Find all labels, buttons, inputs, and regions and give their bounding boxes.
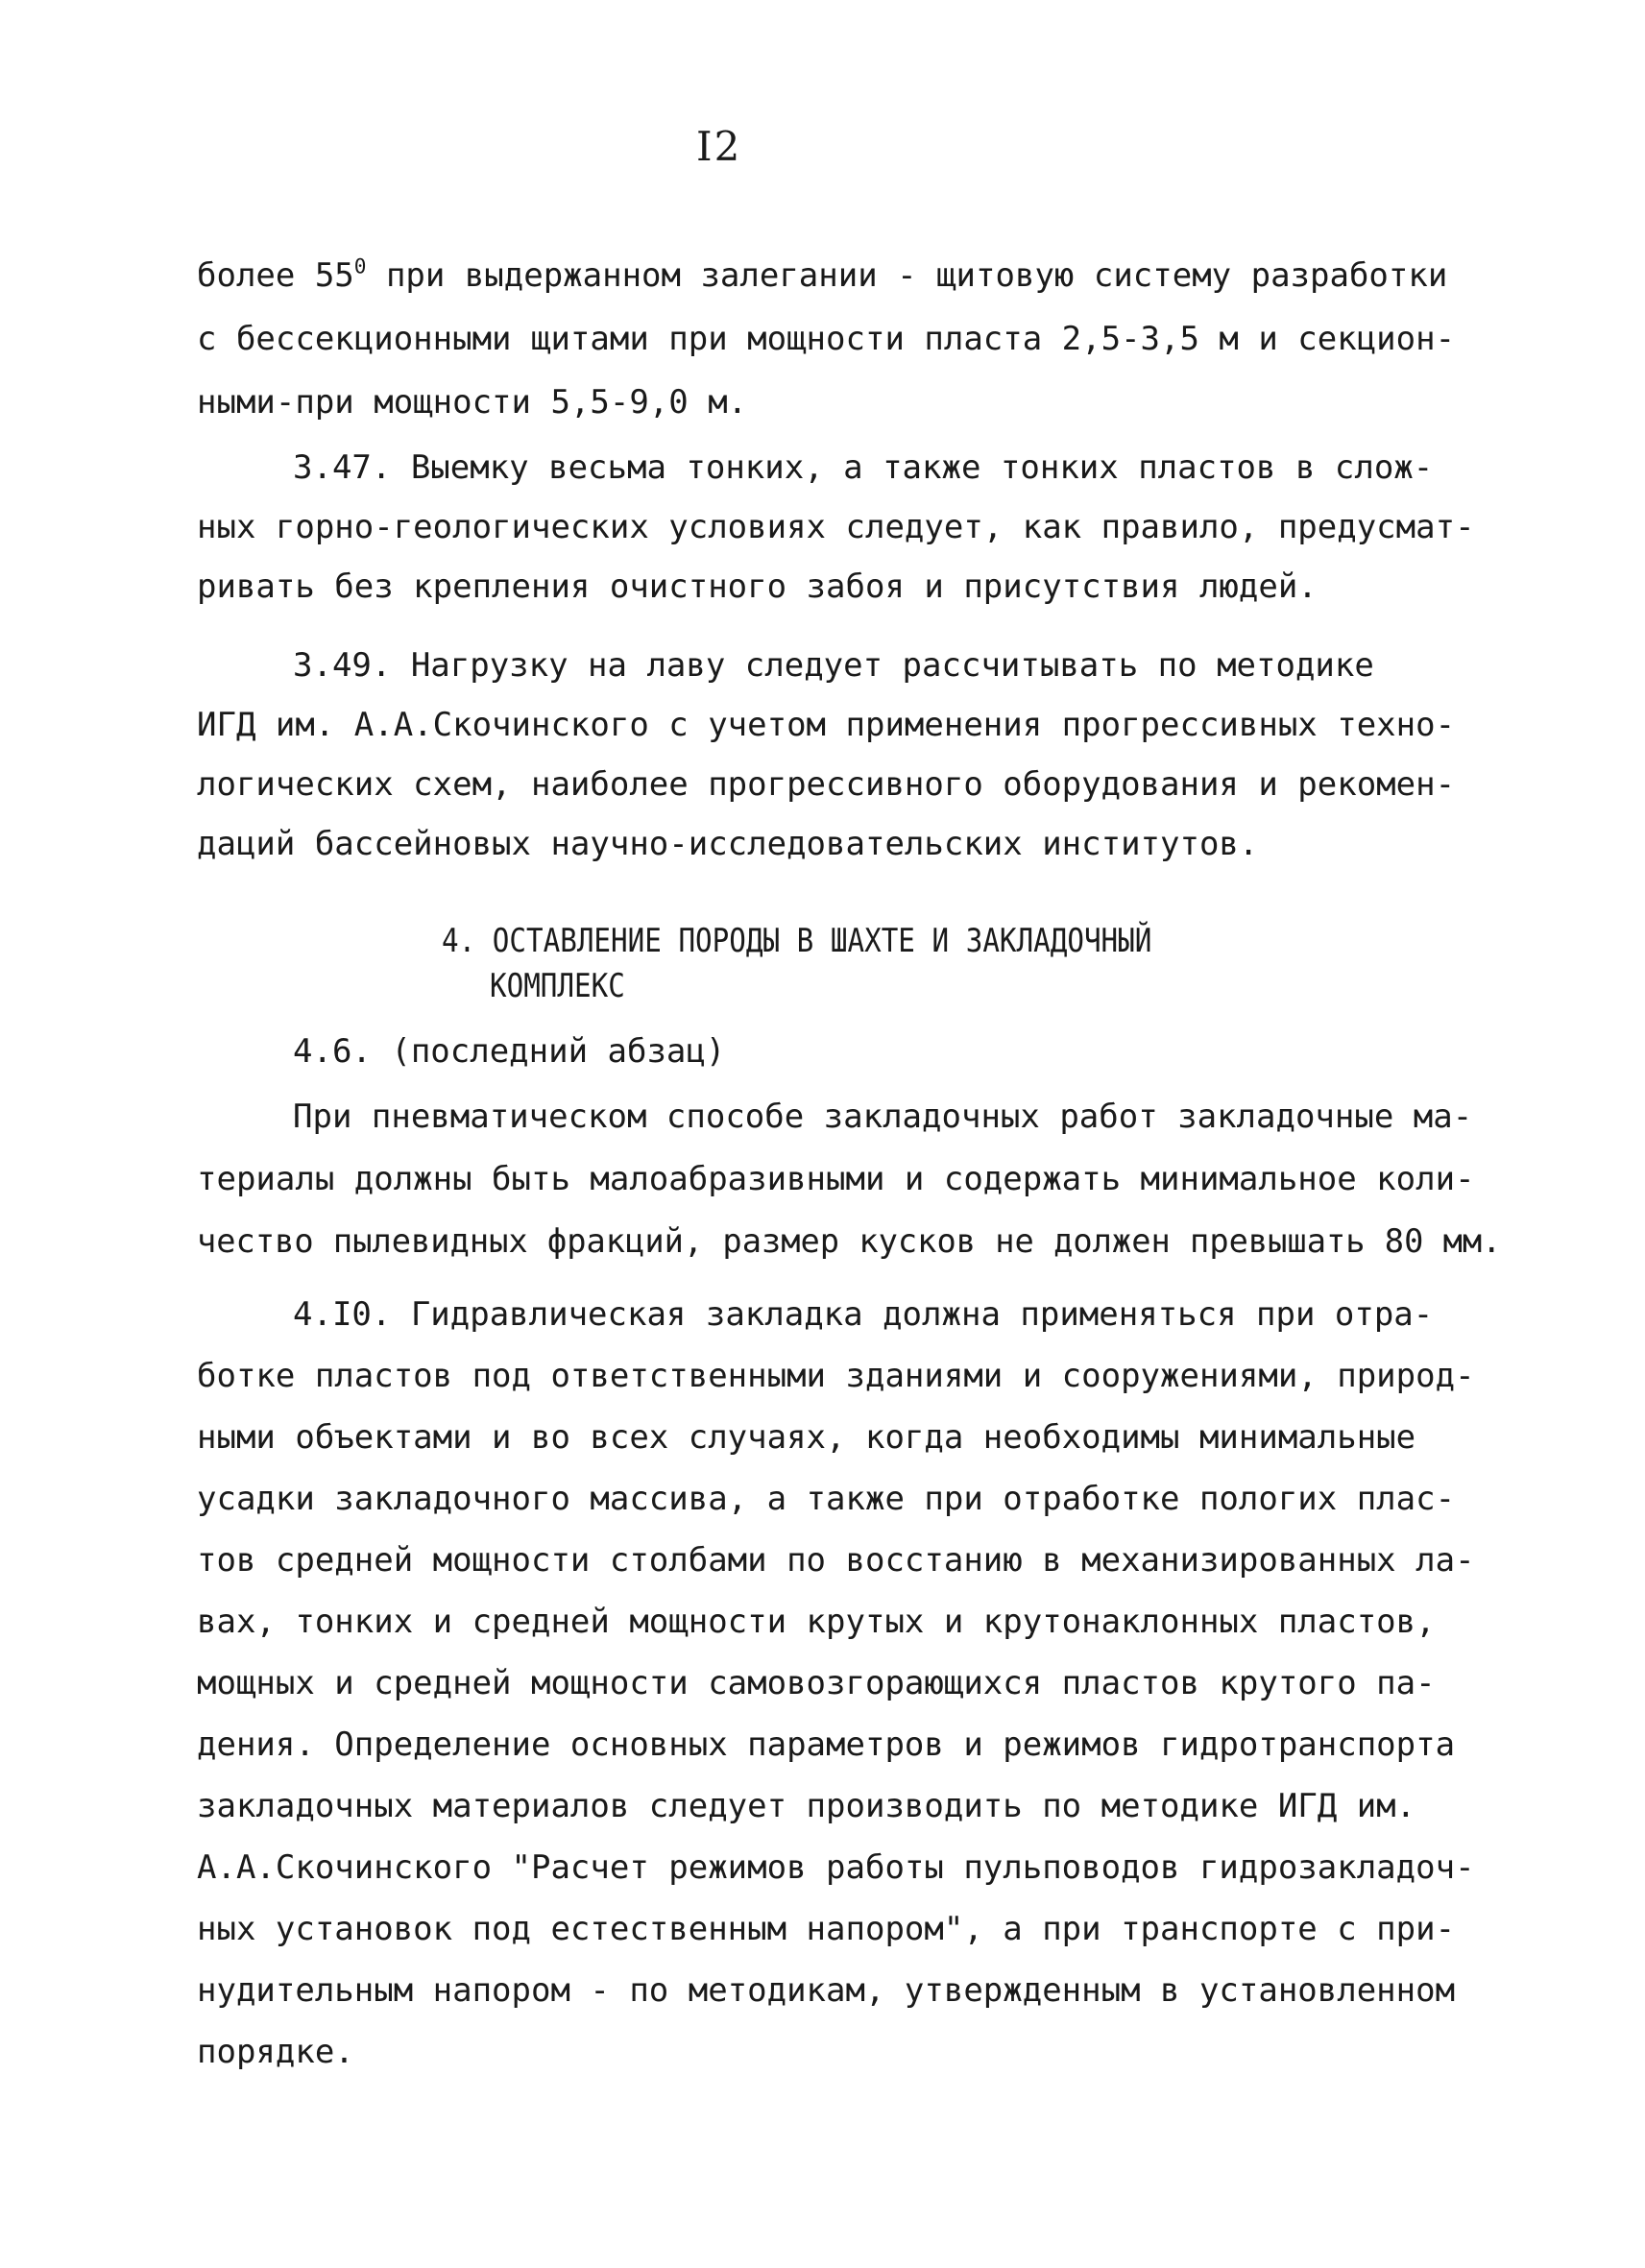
section-heading: 4. ОСТАВЛЕНИЕ ПОРОДЫ В ШАХТЕ И ЗАКЛАДОЧНЫЙ — [442, 922, 1152, 960]
text-line: мощных и средней мощности самовозгорающихся пластов крутого па- — [197, 1664, 1436, 1702]
text-line: 3.47. Выемку весьма тонких, а также тонких пластов в слож- — [293, 448, 1434, 487]
text-line: 3.49. Нагрузку на лаву следует рассчитывать по методике — [293, 646, 1374, 685]
text-line: более $55^0$ при выдержанном залегании - щитовую систему разработки — [197, 253, 1448, 295]
text-line: нудительным напором - по методикам, утвержденным в установленном — [197, 1971, 1456, 2010]
text-line: ботке пластов под ответственными зданиями и сооружениями, природ- — [197, 1357, 1475, 1395]
text-line: ривать без крепления очистного забоя и присутствия людей. — [197, 567, 1318, 606]
text-line: вах, тонких и средней мощности крутых и крутонаклонных пластов, — [197, 1603, 1436, 1641]
text-line: ных установок под естественным напором", а при транспорте с при- — [197, 1910, 1456, 1948]
text-line: 4.I0. Гидравлическая закладка должна применяться при отра- — [293, 1295, 1434, 1334]
text-line: А.А.Скочинского "Расчет режимов работы пульповодов гидрозакладоч- — [197, 1848, 1475, 1887]
text-line: порядке. — [197, 2033, 354, 2071]
text-line: с бессекционными щитами при мощности пласта 2,5-3,5 м и секцион- — [197, 320, 1456, 358]
text-line: ИГД им. А.А.Скочинского с учетом применения прогрессивных техно- — [197, 706, 1456, 744]
text-line: ными объектами и во всех случаях, когда необходимы минимальные — [197, 1418, 1416, 1457]
page-number: I2 — [696, 123, 742, 170]
section-heading-continuation: КОМПЛЕКС — [490, 967, 625, 1005]
text-line: чество пылевидных фракций, размер кусков не должен превышать 80 мм. — [197, 1222, 1502, 1261]
text-line: териалы должны быть малоабразивными и содержать минимальное коли- — [197, 1160, 1475, 1198]
text-line: ными-при мощности 5,5-9,0 м. — [197, 383, 748, 422]
text-line: закладочных материалов следует производить по методике ИГД им. — [197, 1787, 1416, 1825]
text-line: При пневматическом способе закладочных работ закладочные ма- — [293, 1098, 1473, 1136]
text-line: ных горно-геологических условиях следует, как правило, предусмат- — [197, 508, 1475, 546]
text-line: даций бассейновых научно-исследовательских институтов. — [197, 825, 1259, 863]
text-line: тов средней мощности столбами по восстанию в механизированных ла- — [197, 1541, 1475, 1580]
paragraph-label: 4.6. (последний абзац) — [293, 1032, 726, 1071]
text-line: усадки закладочного массива, а также при отработке пологих плас- — [197, 1480, 1456, 1518]
text-line: дения. Определение основных параметров и режимов гидротранспорта — [197, 1725, 1456, 1764]
text-line: логических схем, наиболее прогрессивного оборудования и рекомен- — [197, 765, 1456, 804]
